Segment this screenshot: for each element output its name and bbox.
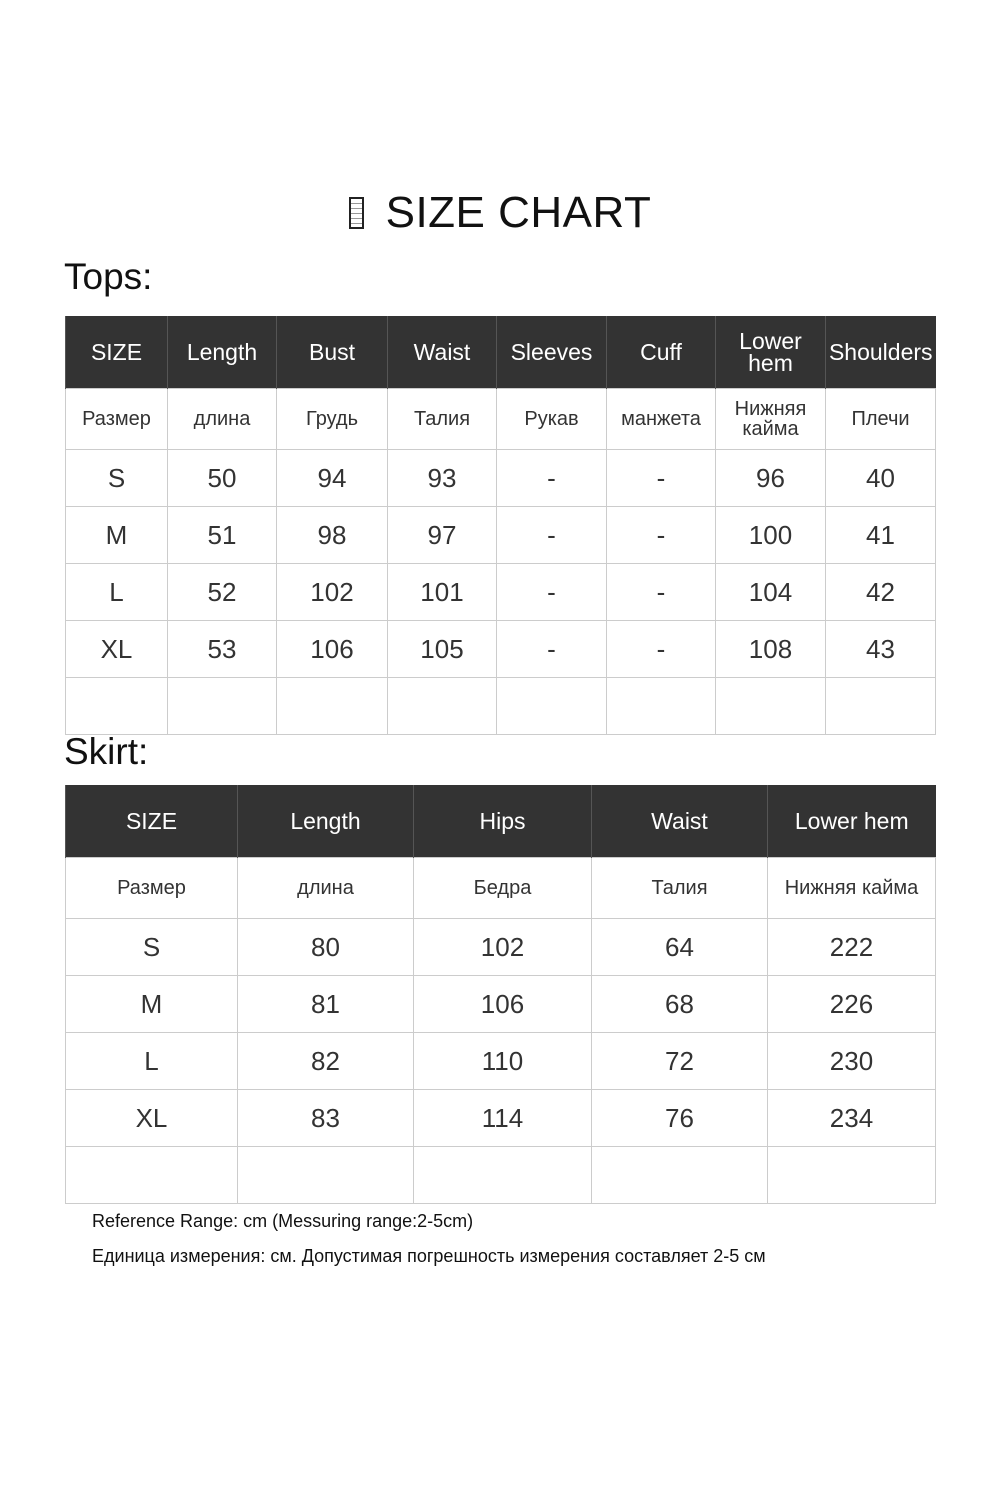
column-header: Bust — [277, 316, 388, 389]
table-cell: 68 — [592, 976, 768, 1033]
column-header: Lower hem — [716, 316, 826, 389]
page-title: SIZE CHART — [0, 188, 1000, 238]
table-cell — [826, 678, 936, 735]
table-row — [66, 976, 936, 1033]
table-cell: 41 — [826, 507, 936, 564]
table-row — [66, 1090, 936, 1147]
table-cell: 53 — [168, 621, 277, 678]
table-cell: 93 — [388, 450, 497, 507]
table-cell: - — [497, 564, 607, 621]
table-cell: 102 — [277, 564, 388, 621]
table-cell — [388, 678, 497, 735]
table-row — [66, 1033, 936, 1090]
table-cell: - — [607, 507, 716, 564]
table-cell: - — [497, 450, 607, 507]
table-cell — [66, 1147, 238, 1204]
table-cell — [168, 678, 277, 735]
column-header: Length — [168, 316, 277, 389]
table-cell: M — [66, 507, 168, 564]
table-cell: S — [66, 919, 238, 976]
table-row — [66, 450, 936, 507]
skirt-size-table — [65, 785, 936, 1204]
column-header-ru: Талия — [592, 858, 768, 919]
table-cell: - — [607, 621, 716, 678]
table-cell: 226 — [768, 976, 936, 1033]
table-cell: 82 — [238, 1033, 414, 1090]
table-cell: - — [607, 564, 716, 621]
table-cell: - — [607, 450, 716, 507]
table-cell: 94 — [277, 450, 388, 507]
table-cell: - — [497, 507, 607, 564]
table-cell: 83 — [238, 1090, 414, 1147]
table-cell — [277, 678, 388, 735]
table-cell: 222 — [768, 919, 936, 976]
column-header-ru: Талия — [388, 389, 497, 450]
table-cell: 96 — [716, 450, 826, 507]
tops-size-table — [65, 316, 936, 735]
column-header: Length — [238, 785, 414, 858]
column-header-ru: Размер — [66, 389, 168, 450]
skirt-heading: Skirt: — [64, 731, 149, 772]
table-cell — [414, 1147, 592, 1204]
table-cell: 51 — [168, 507, 277, 564]
column-header-ru: длина — [168, 389, 277, 450]
column-header-ru: Нижняя кайма — [716, 389, 826, 450]
column-header: Shoulders — [826, 316, 936, 389]
table-row — [66, 564, 936, 621]
column-header-ru: Размер — [66, 858, 238, 919]
column-header-ru: длина — [238, 858, 414, 919]
table-cell: 104 — [716, 564, 826, 621]
header-row-ru — [66, 389, 936, 450]
table-row — [66, 919, 936, 976]
column-header: Sleeves — [497, 316, 607, 389]
table-cell: 97 — [388, 507, 497, 564]
column-header: SIZE — [66, 785, 238, 858]
table-cell: 114 — [414, 1090, 592, 1147]
column-header-ru: Бедра — [414, 858, 592, 919]
reference-note: Reference Range: cm (Messuring range:2-5cm) — [92, 1211, 474, 1231]
ruler-icon — [349, 197, 364, 229]
table-cell: 106 — [414, 976, 592, 1033]
table-cell — [607, 678, 716, 735]
table-cell — [716, 678, 826, 735]
table-cell: XL — [66, 1090, 238, 1147]
table-cell: 98 — [277, 507, 388, 564]
column-header-ru: Рукав — [497, 389, 607, 450]
table-cell: 43 — [826, 621, 936, 678]
table-cell: 76 — [592, 1090, 768, 1147]
column-header: Cuff — [607, 316, 716, 389]
table-cell — [768, 1147, 936, 1204]
column-header-ru: манжета — [607, 389, 716, 450]
table-cell: 52 — [168, 564, 277, 621]
column-header: Hips — [414, 785, 592, 858]
header-row-ru — [66, 858, 936, 919]
table-cell — [592, 1147, 768, 1204]
column-header: Waist — [592, 785, 768, 858]
table-cell — [238, 1147, 414, 1204]
table-cell: 50 — [168, 450, 277, 507]
column-header-ru: Грудь — [277, 389, 388, 450]
table-cell: 64 — [592, 919, 768, 976]
table-cell: 40 — [826, 450, 936, 507]
table-cell: 108 — [716, 621, 826, 678]
table-cell: - — [497, 621, 607, 678]
table-cell: 102 — [414, 919, 592, 976]
table-cell: 42 — [826, 564, 936, 621]
table-cell: M — [66, 976, 238, 1033]
column-header: Lower hem — [768, 785, 936, 858]
table-cell: 80 — [238, 919, 414, 976]
column-header-ru: Плечи — [826, 389, 936, 450]
table-row — [66, 507, 936, 564]
table-cell: L — [66, 1033, 238, 1090]
table-cell: 100 — [716, 507, 826, 564]
table-cell: 101 — [388, 564, 497, 621]
table-cell: S — [66, 450, 168, 507]
column-header: Waist — [388, 316, 497, 389]
header-row — [66, 785, 936, 858]
table-cell: 105 — [388, 621, 497, 678]
tops-heading: Tops: — [64, 256, 153, 297]
table-cell: 81 — [238, 976, 414, 1033]
header-row — [66, 316, 936, 389]
table-cell: L — [66, 564, 168, 621]
table-cell: 230 — [768, 1033, 936, 1090]
table-row — [66, 621, 936, 678]
table-cell: XL — [66, 621, 168, 678]
column-header: SIZE — [66, 316, 168, 389]
table-cell — [497, 678, 607, 735]
table-row — [66, 1147, 936, 1204]
reference-note-ru: Единица измерения: см. Допустимая погрешность измерения составляет 2-5 см — [92, 1246, 766, 1266]
table-cell — [66, 678, 168, 735]
column-header-ru: Нижняя кайма — [768, 858, 936, 919]
table-cell: 234 — [768, 1090, 936, 1147]
table-cell: 110 — [414, 1033, 592, 1090]
table-cell: 72 — [592, 1033, 768, 1090]
table-row — [66, 678, 936, 735]
table-cell: 106 — [277, 621, 388, 678]
